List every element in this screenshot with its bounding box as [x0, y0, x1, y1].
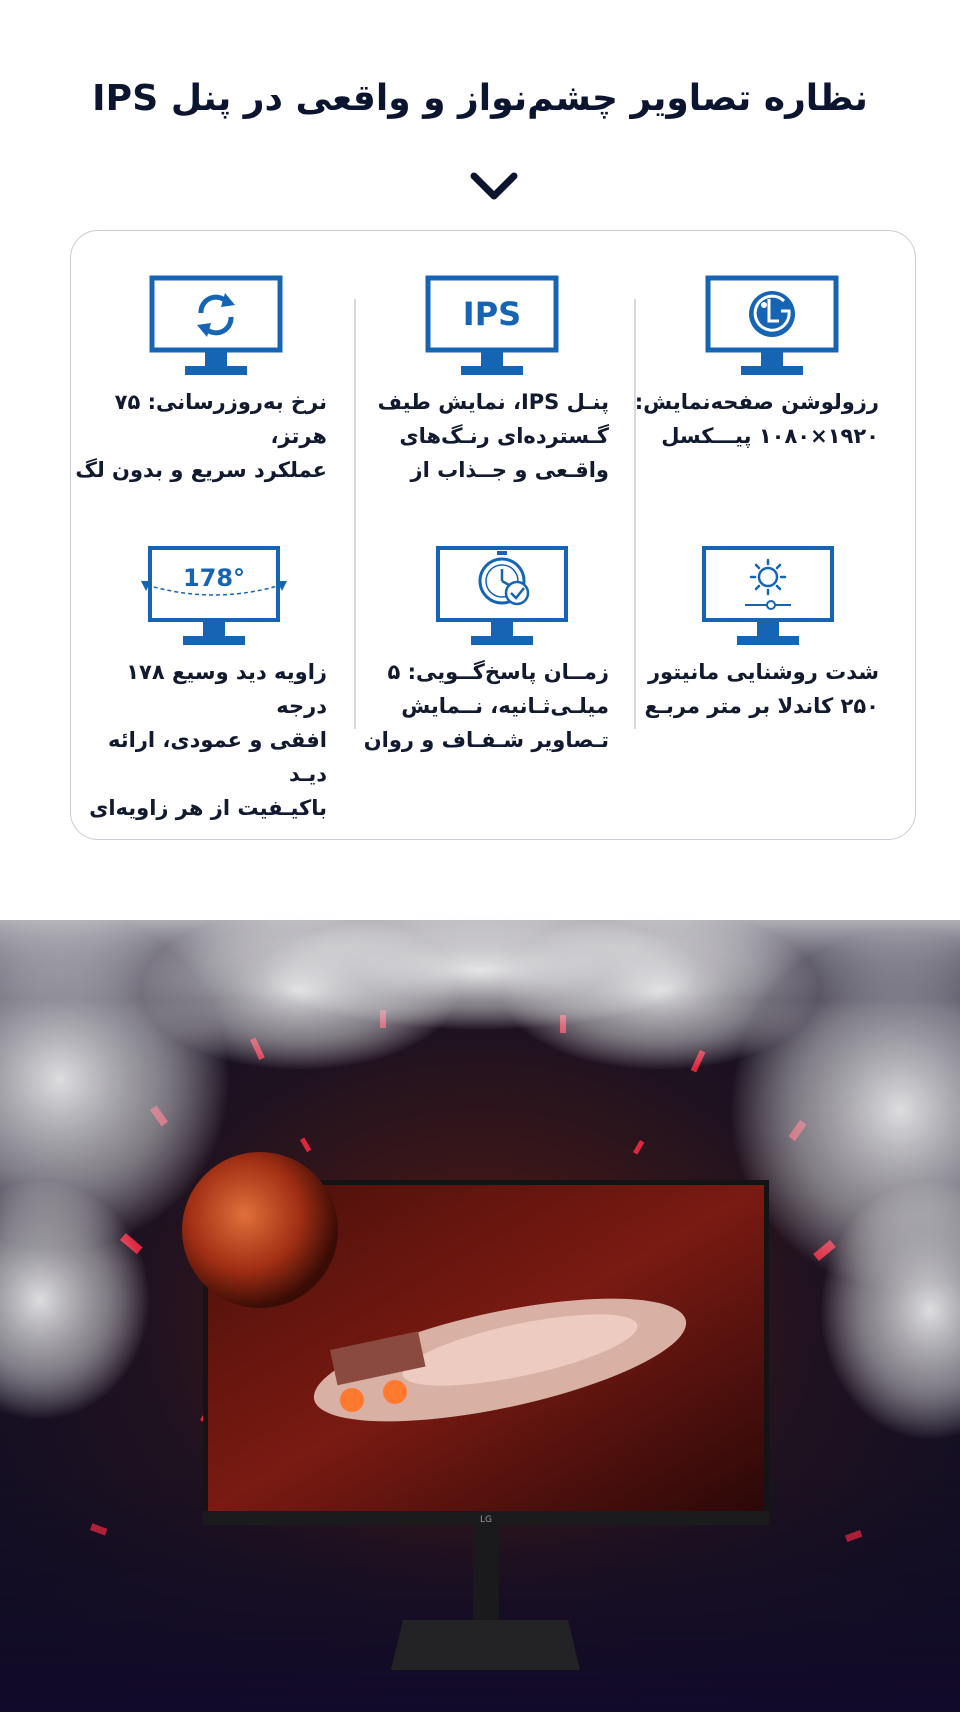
lg-logo-monitor-icon — [705, 275, 839, 385]
stopwatch-monitor-icon — [435, 545, 569, 655]
viewing-angle-icon-text: 178° — [182, 564, 246, 592]
feature-ips-panel-label: پنـل IPS، نمایش طیف گـسترده‌ای رنـگ‌های واقـعی و جــذاب از — [377, 390, 609, 482]
chevron-down-icon — [470, 172, 518, 202]
feature-refresh-rate-label: نرخ به‌روزرسانی: ۷۵ هرتز، عملکرد سریع و بدون لگ — [75, 390, 327, 482]
page-headline: نظاره تصاویر چشم‌نواز و واقعی در پنل IPS — [92, 78, 868, 119]
brightness-monitor-icon — [701, 545, 835, 655]
feature-brightness-label: شدت روشنایی مانیتور ۲۵۰ کاندلا بر متر مربـع — [644, 660, 879, 718]
ips-icon-text: IPS — [462, 295, 522, 333]
feature-response-time-label: زمــان پاسخ‌گــویی: ۵ میلـی‌ثـانیه، نــمایش تـصاویر شـفـاف و روان — [363, 660, 609, 752]
feature-resolution-label: رزولوشن صفحه‌نمایش: ۱۹۲۰×۱۰۸۰ پیـــکسل — [634, 390, 879, 448]
viewing-angle-monitor-icon — [139, 545, 289, 655]
feature-viewing-angle-label: زاویه دید وسیع ۱۷۸ درجه افقی و عمودی، ارائه دیـد باکیـفیت از هر زاویه‌ای — [89, 660, 327, 820]
features-card — [70, 230, 916, 840]
refresh-monitor-icon — [149, 275, 283, 385]
monitor-brand-logo: LG — [480, 1515, 492, 1525]
hero-scene-art — [0, 880, 960, 1712]
hero-scene — [0, 880, 960, 1712]
